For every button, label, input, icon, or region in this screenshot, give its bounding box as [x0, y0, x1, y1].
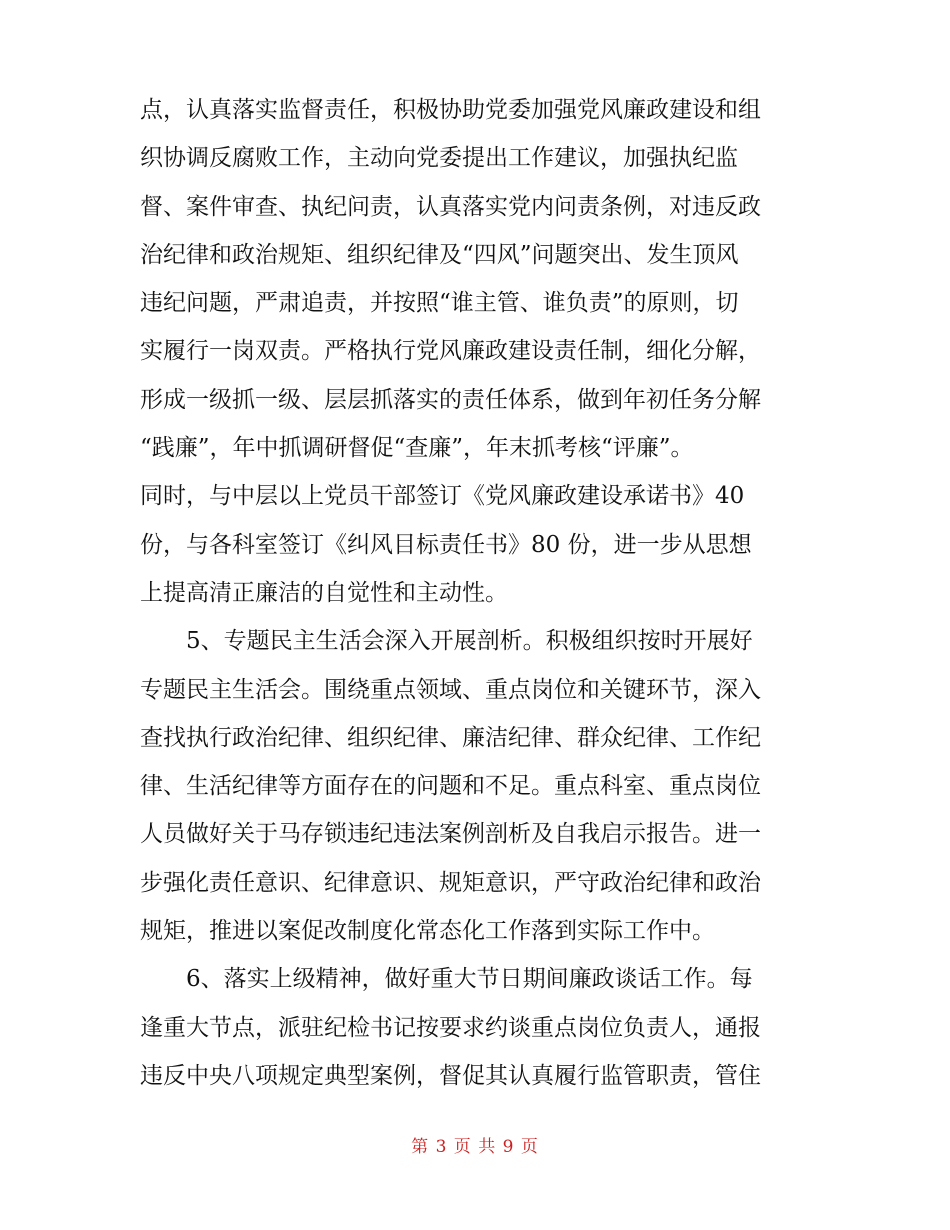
text-line: 违反中央八项规定典型案例，督促其认真履行监管职责，管住: [140, 1062, 761, 1089]
document-body: [140, 86, 812, 1100]
text-line: 督、案件审查、执纪问责，认真落实党内问责条例，对违反政: [140, 193, 761, 220]
text-line: 织协调反腐败工作，主动向党委提出工作建议，加强执纪监: [140, 145, 738, 172]
text-line: 人员做好关于马存锁违纪违法案例剖析及自我启示报告。进一: [140, 821, 761, 848]
page-number-footer: 第 3 页 共 9 页: [411, 1137, 539, 1157]
text-line: 律、生活纪律等方面存在的问题和不足。重点科室、重点岗位: [140, 773, 761, 800]
text-line: 治纪律和政治规矩、组织纪律及“四风”问题突出、发生顶风: [140, 241, 739, 268]
paragraph-start-line: 6、落实上级精神，做好重大节日期间廉政谈话工作。每: [186, 966, 753, 993]
text-line: 点，认真落实监督责任，积极协助党委加强党风廉政建设和组: [140, 97, 761, 123]
text-line: 步强化责任意识、纪律意识、规矩意识，严守政治纪律和政治: [140, 869, 761, 896]
text-line: 上提高清正廉洁的自觉性和主动性。: [140, 579, 508, 606]
text-line: 形成一级抓一级、层层抓落实的责任体系，做到年初任务分解: [140, 386, 761, 413]
text-line: 份，与各科室签订《纠风目标责任书》80 份，进一步从思想: [140, 531, 752, 558]
text-line: 违纪问题，严肃追责，并按照“谁主管、谁负责”的原则，切: [140, 290, 739, 317]
text-line: 查找执行政治纪律、组织纪律、廉洁纪律、群众纪律、工作纪: [140, 724, 761, 751]
text-line: 同时，与中层以上党员干部签订《党风廉政建设承诺书》40: [140, 483, 745, 510]
text-line: 逢重大节点，派驻纪检书记按要求约谈重点岗位负责人，通报: [140, 1014, 761, 1041]
text-line: 实履行一岗双责。严格执行党风廉政建设责任制，细化分解，: [140, 338, 761, 365]
text-line: 规矩，推进以案促改制度化常态化工作落到实际工作中。: [140, 918, 715, 945]
text-line: “践廉”，年中抓调研督促“查廉”，年末抓考核“评廉”。: [140, 435, 694, 462]
text-line: 专题民主生活会。围绕重点领域、重点岗位和关键环节，深入: [140, 676, 761, 703]
paragraph-start-line: 5、专题民主生活会深入开展剖析。积极组织按时开展好: [186, 628, 753, 655]
